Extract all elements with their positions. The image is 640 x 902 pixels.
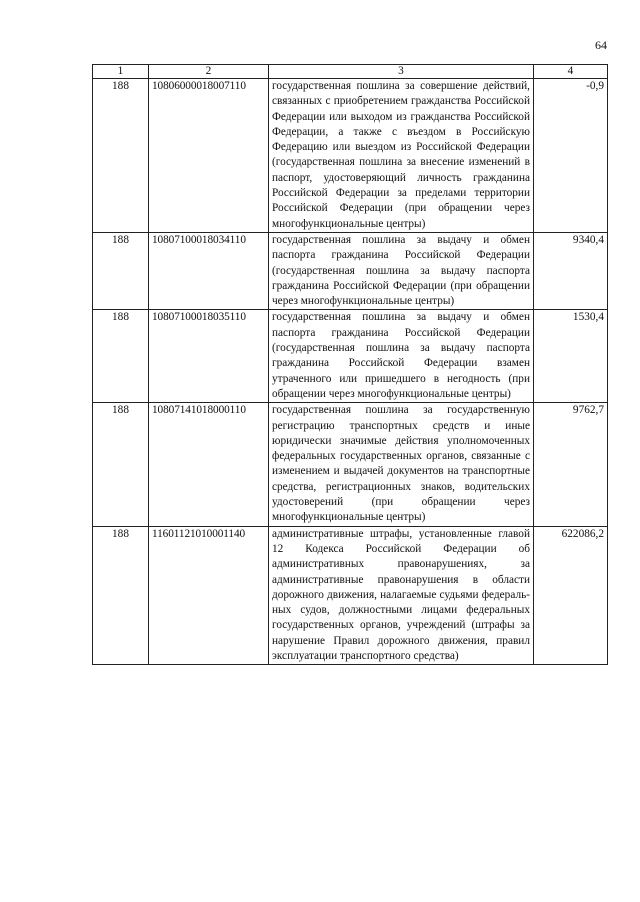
column-header-3: 3	[269, 65, 534, 79]
revenue-code-cell: 10807141018000110	[149, 403, 269, 526]
table-header-row	[93, 65, 608, 79]
table-row	[93, 310, 608, 403]
admin-code-cell: 188	[93, 232, 149, 309]
revenue-code-cell: 11601121010001140	[149, 526, 269, 665]
admin-code-cell: 188	[93, 310, 149, 403]
table-row	[93, 526, 608, 665]
admin-code-cell: 188	[93, 403, 149, 526]
page-number: 64	[595, 38, 607, 52]
column-header-2: 2	[149, 65, 269, 79]
admin-code-cell: 188	[93, 79, 149, 233]
table-row	[93, 232, 608, 309]
amount-cell: 9340,4	[534, 232, 608, 309]
description-cell: государственная пошлина за государственную регистрацию транспортных средств и иные юридически значимые действия уполномоченных федеральных государственных органов, связанные с изменением и выдачей документов на транспортные средства, регистрационных знаков, водительских удостоверений (при обращении через многофункциональные центры)	[269, 403, 534, 526]
column-header-1: 1	[93, 65, 149, 79]
revenue-code-cell: 10807100018035110	[149, 310, 269, 403]
description-cell: государственная пошлина за выдачу и обмен паспорта гражданина Российской Федерации (государственная пошлина за выдачу паспорта гражданина Российской Федерации взамен утраченного или пришедшего в негодность (при обращении через многофункциональные центры)	[269, 310, 534, 403]
admin-code-cell: 188	[93, 526, 149, 665]
revenue-code-cell: 10806000018007110	[149, 79, 269, 233]
description-cell: государственная пошлина за выдачу и обмен паспорта гражданина Российской Федерации (государственная пошлина за выдачу паспорта гражданина Российской Федерации (при обращении через многофункциональные центры)	[269, 232, 534, 309]
table-row	[93, 79, 608, 233]
amount-cell: -0,9	[534, 79, 608, 233]
amount-cell: 1530,4	[534, 310, 608, 403]
amount-cell: 9762,7	[534, 403, 608, 526]
budget-table	[92, 64, 608, 665]
amount-cell: 622086,2	[534, 526, 608, 665]
revenue-code-cell: 10807100018034110	[149, 232, 269, 309]
table-row	[93, 403, 608, 526]
description-cell: государственная пошлина за совершение действий, связанных с приобретением гражданства Российской Федерации или выходом из гражданства Российской Федерации, а также с въездом в Российскую Федерацию или выездом из Российской Федерации (государственная пошлина за внесение изменений в паспорт, удостоверяющий личность гражданина Российской Федерации за пределами территории Российской Федерации (при обращении через многофункциональные центры)	[269, 79, 534, 233]
description-cell: административные штрафы, установленные главой 12 Кодекса Российской Федерации об административных правонарушениях, за административные правонарушения в области дорожного движения, налагаемые судьями федеральных судов, должностными лицами федеральных государственных органов, учреждений (штрафы за нарушение Правил дорожного движения, правил эксплуатации транспортного средства)	[269, 526, 534, 665]
column-header-4: 4	[534, 65, 608, 79]
